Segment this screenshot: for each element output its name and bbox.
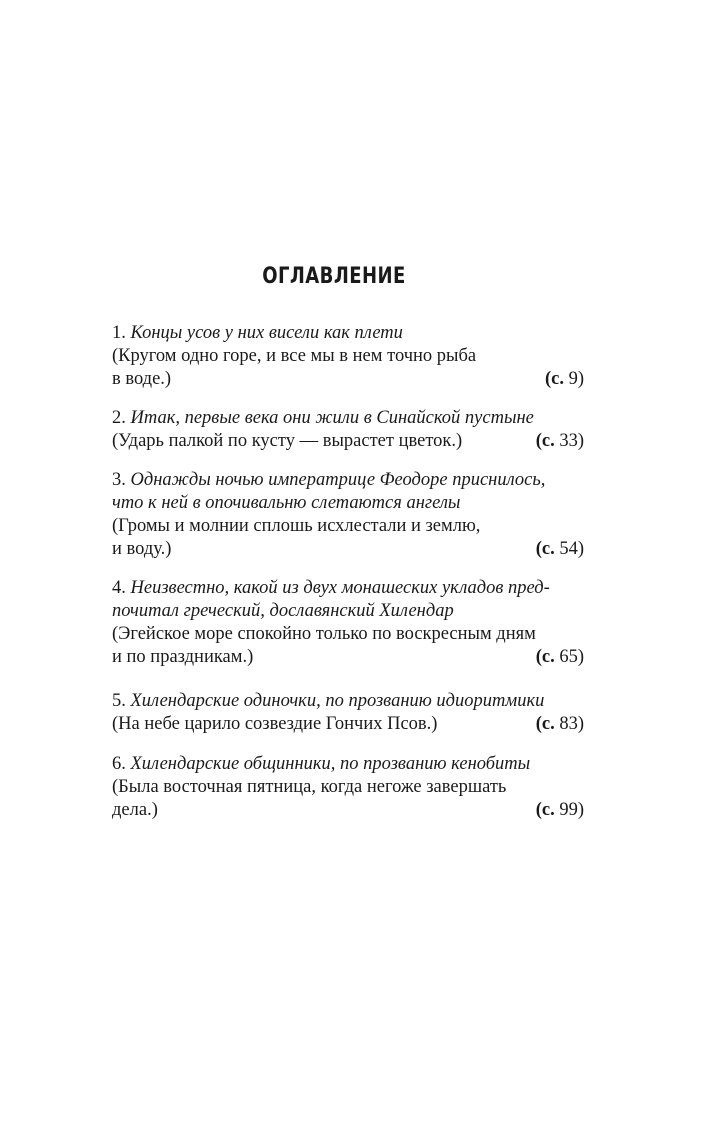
- toc-entry-heading: 5. Хилендарские одиночки, по прозванию идиоритмики: [112, 691, 545, 711]
- toc-entry-6: [112, 753, 584, 822]
- toc-entry-5: [112, 690, 584, 736]
- toc-entry-heading: что к ней в опочивальню слетаются ангелы: [112, 493, 461, 513]
- toc-entry-number: 1.: [112, 323, 126, 343]
- toc-entry-number: 5.: [112, 691, 126, 711]
- page-reference: (с. 99): [535, 800, 584, 820]
- page-reference: (с. 54): [535, 539, 584, 559]
- toc-entry-epigraph: дела.): [112, 800, 158, 820]
- toc-entry-number: 4.: [112, 578, 126, 598]
- toc-entry-1: [112, 322, 584, 391]
- toc-entry-epigraph: (Громы и молнии сплошь исхлестали и землю,: [112, 516, 481, 536]
- toc-entry-heading: 2. Итак, первые века они жили в Синайской пустыне: [112, 408, 534, 428]
- page-reference: (с. 83): [535, 714, 584, 734]
- toc-entry-4: [112, 577, 584, 669]
- toc-entry-epigraph: (Эгейское море спокойно только по воскресным дням: [112, 624, 536, 644]
- toc-entry-2: [112, 407, 584, 453]
- toc-entry-heading: 4. Неизвестно, какой из двух монашеских укладов пред-: [112, 578, 550, 598]
- toc-entry-heading: 3. Однажды ночью императрице Феодоре приснилось,: [112, 470, 546, 490]
- page-reference: (с. 33): [535, 431, 584, 451]
- toc-entry-number: 3.: [112, 470, 126, 490]
- toc-entry-epigraph: (Была восточная пятница, когда негоже завершать: [112, 777, 507, 797]
- toc-entry-epigraph: (На небе царило созвездие Гончих Псов.): [112, 714, 438, 734]
- toc-entry-epigraph: и по праздникам.): [112, 647, 254, 667]
- page-reference: (с. 65): [535, 647, 584, 667]
- page-title: ОГЛАВЛЕНИЕ: [262, 264, 406, 289]
- toc-entry-number: 2.: [112, 408, 126, 428]
- toc-entry-3: [112, 469, 584, 561]
- toc-entry-heading: почитал греческий, дославянский Хилендар: [112, 601, 454, 621]
- toc-entry-number: 6.: [112, 754, 126, 774]
- toc-entry-epigraph: (Кругом одно горе, и все мы в нем точно рыба: [112, 346, 477, 366]
- toc-entry-epigraph: (Ударь палкой по кусту — вырастет цветок.): [112, 431, 463, 451]
- toc-entry-heading: 1. Концы усов у них висели как плети: [112, 323, 403, 343]
- toc-entry-epigraph: и воду.): [112, 539, 172, 559]
- page-reference: (с. 9): [544, 369, 584, 389]
- toc-entry-epigraph: в воде.): [112, 369, 172, 389]
- toc-entry-heading: 6. Хилендарские общинники, по прозванию кенобиты: [112, 754, 531, 774]
